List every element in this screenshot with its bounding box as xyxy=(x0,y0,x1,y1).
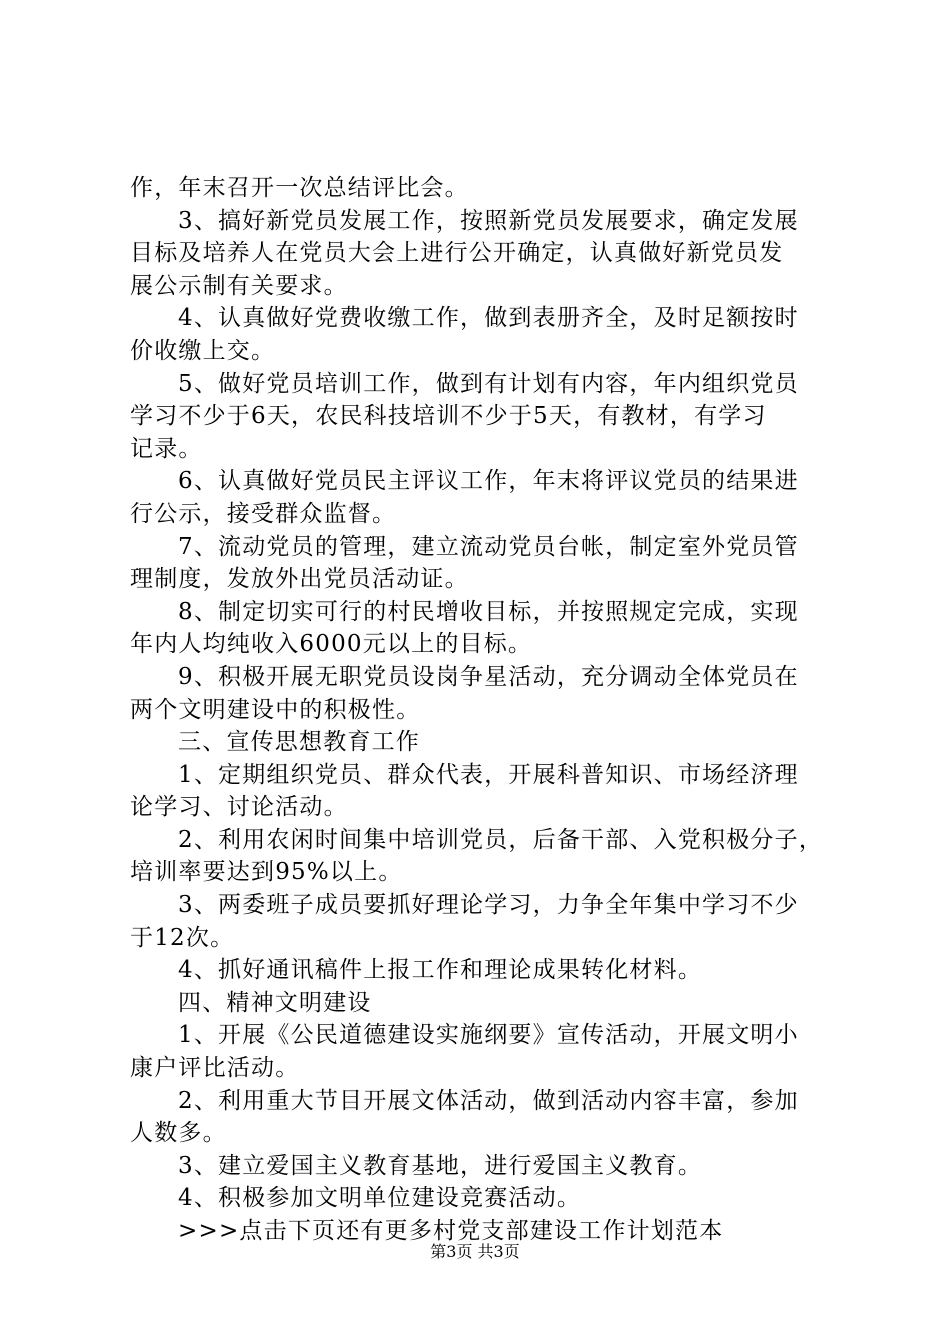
text-line: 4、抓好通讯稿件上报工作和理论成果转化材料。 xyxy=(178,957,703,984)
text-line: 论学习、讨论活动。 xyxy=(130,794,348,821)
text-line: 学习不少于6天，农民科技培训不少于5天，有教材，有学习 xyxy=(130,403,767,430)
text-line: 于12次。 xyxy=(130,924,235,951)
text-line: 培训率要达到95%以上。 xyxy=(130,859,403,886)
text-line: 3、搞好新党员发展工作，按照新党员发展要求，确定发展 xyxy=(178,207,799,234)
text-line: 作，年末召开一次总结评比会。 xyxy=(130,175,469,201)
section-heading: 四、精神文明建设 xyxy=(178,989,372,1016)
section-heading: 三、宣传思想教育工作 xyxy=(178,729,420,756)
text-line: 6、认真做好党员民主评议工作，年末将评议党员的结果进 xyxy=(178,468,799,495)
text-line: 人数多。 xyxy=(130,1120,227,1147)
text-line: 3、建立爱国主义教育基地，进行爱国主义教育。 xyxy=(178,1152,703,1179)
text-line: 理制度，发放外出党员活动证。 xyxy=(130,566,469,593)
text-line: 9、积极开展无职党员设岗争星活动，充分调动全体党员在 xyxy=(178,663,799,690)
text-line: 价收缴上交。 xyxy=(130,337,276,364)
page-footer xyxy=(0,1242,950,1262)
text-line: 2、利用农闲时间集中培训党员，后备干部、入党积极分子， xyxy=(178,826,824,853)
text-line: 年内人均纯收入6000元以上的目标。 xyxy=(130,631,533,658)
text-line: 两个文明建设中的积极性。 xyxy=(130,696,421,723)
text-line: 8、制定切实可行的村民增收目标，并按照规定完成，实现 xyxy=(178,598,799,625)
text-line: 5、做好党员培训工作，做到有计划有内容，年内组织党员 xyxy=(178,370,799,397)
text-line: 1、定期组织党员、群众代表，开展科普知识、市场经济理 xyxy=(178,761,799,788)
text-line: 行公示，接受群众监督。 xyxy=(130,500,397,527)
text-line: 展公示制有关要求。 xyxy=(130,272,348,299)
text-line: 康户评比活动。 xyxy=(130,1055,300,1082)
page-number: 第3页 共3页 xyxy=(430,1242,520,1261)
more-link[interactable]: >>>点击下页还有更多村党支部建设工作计划范本 xyxy=(178,1218,724,1244)
text-line: 1、开展《公民道德建设实施纲要》宣传活动，开展文明小 xyxy=(178,1022,799,1049)
text-line: 4、认真做好党费收缴工作，做到表册齐全，及时足额按时 xyxy=(178,305,799,332)
text-line: 7、流动党员的管理，建立流动党员台帐，制定室外党员管 xyxy=(178,533,799,560)
text-line: 3、两委班子成员要抓好理论学习，力争全年集中学习不少 xyxy=(178,892,799,919)
text-line: 目标及培养人在党员大会上进行公开确定，认真做好新党员发 xyxy=(130,240,784,267)
text-line: 4、积极参加文明单位建设竞赛活动。 xyxy=(178,1185,582,1212)
document-body xyxy=(130,172,830,1248)
text-line: 记录。 xyxy=(130,435,203,462)
text-line: 2、利用重大节目开展文体活动，做到活动内容丰富，参加 xyxy=(178,1087,799,1114)
